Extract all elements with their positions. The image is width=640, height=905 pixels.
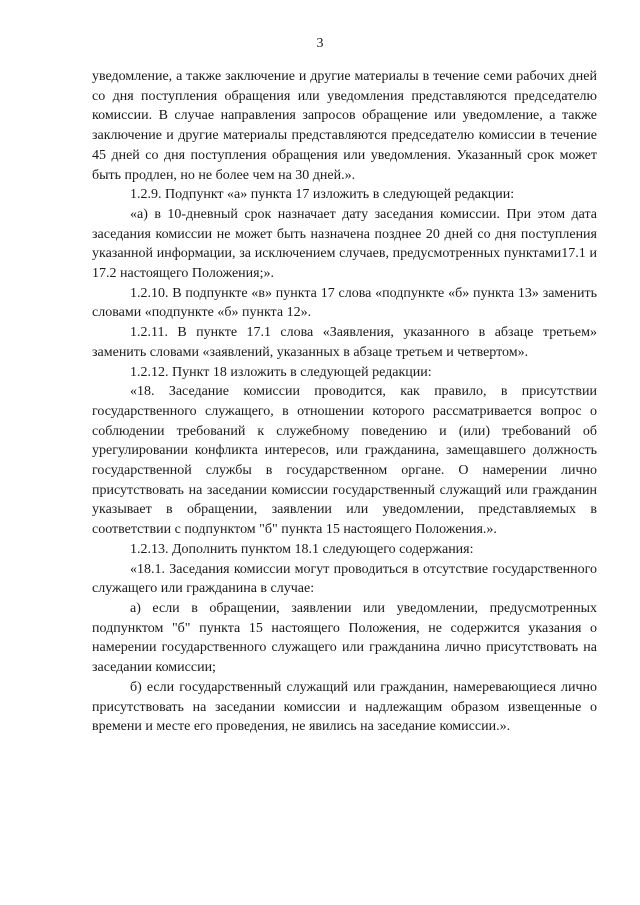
paragraph-1-2-11: 1.2.11. В пункте 17.1 слова «Заявления, указанного в абзаце третьем» заменить словами «заявлений, указанных в абзаце третьем и четвертом». bbox=[92, 325, 597, 360]
paragraph-1-2-13: 1.2.13. Дополнить пунктом 18.1 следующего содержания: bbox=[130, 541, 474, 557]
paragraph-point-18: «18. Заседание комиссии проводится, как правило, в присутствии государственного служащего, в отношении которого рассматривается вопрос о соблюдении требований к служебному поведению и (или) требований об урегулировании конфликта интересов, или гражданина, замещавшего должность государственной службы в государственном органе. О намерении лично присутствовать на заседании комиссии государственный служащий или гражданин указывает в обращении, заявлении или уведомлении, представляемых в соответствии с подпунктом "б" пункта 15 настоящего Положения.». bbox=[92, 384, 597, 538]
paragraph-1-2-12: 1.2.12. Пункт 18 изложить в следующей редакции: bbox=[130, 364, 432, 380]
paragraph-case-a: а) если в обращении, заявлении или уведомлении, предусмотренных подпунктом "б" пункта 15 настоящего Положения, не содержится указания о намерении государственного служащего или гражданина лично присутствовать на заседании комиссии; bbox=[92, 600, 597, 676]
page-number: 3 bbox=[316, 36, 324, 51]
paragraph-case-b: б) если государственный служащий или гражданин, намеревающиеся лично присутствовать на заседании комиссии и надлежащим образом извещенные о времени и месте его проведения, не явились на заседание комиссии.». bbox=[92, 679, 597, 735]
paragraph-continuation: уведомление, а также заключение и другие материалы в течение семи рабочих дней со дня поступления обращения или уведомления представляются председателю комиссии. В случае направления запросов обращение или уведомление, а также заключение и другие материалы представляются председателю комиссии в течение 45 дней со дня поступления обращения или уведомления. Указанный срок может быть продлен, но не более чем на 30 дней.». bbox=[92, 69, 597, 183]
document-body bbox=[92, 67, 597, 737]
paragraph-subpoint-a: «а) в 10-дневный срок назначает дату заседания комиссии. При этом дата заседания комиссии не может быть назначена позднее 20 дней со дня поступления указанной информации, за исключением случаев, предусмотренных пунктами17.1 и 17.2 настоящего Положения;». bbox=[92, 206, 597, 282]
paragraph-1-2-9: 1.2.9. Подпункт «а» пункта 17 изложить в следующей редакции: bbox=[130, 187, 515, 203]
paragraph-1-2-10: 1.2.10. В подпункте «в» пункта 17 слова «подпункте «б» пункта 13» заменить словами «подпункте «б» пункта 12». bbox=[92, 285, 597, 321]
paragraph-point-18-1: «18.1. Заседания комиссии могут проводиться в отсутствие государственного служащего или гражданина в случае: bbox=[92, 561, 597, 597]
